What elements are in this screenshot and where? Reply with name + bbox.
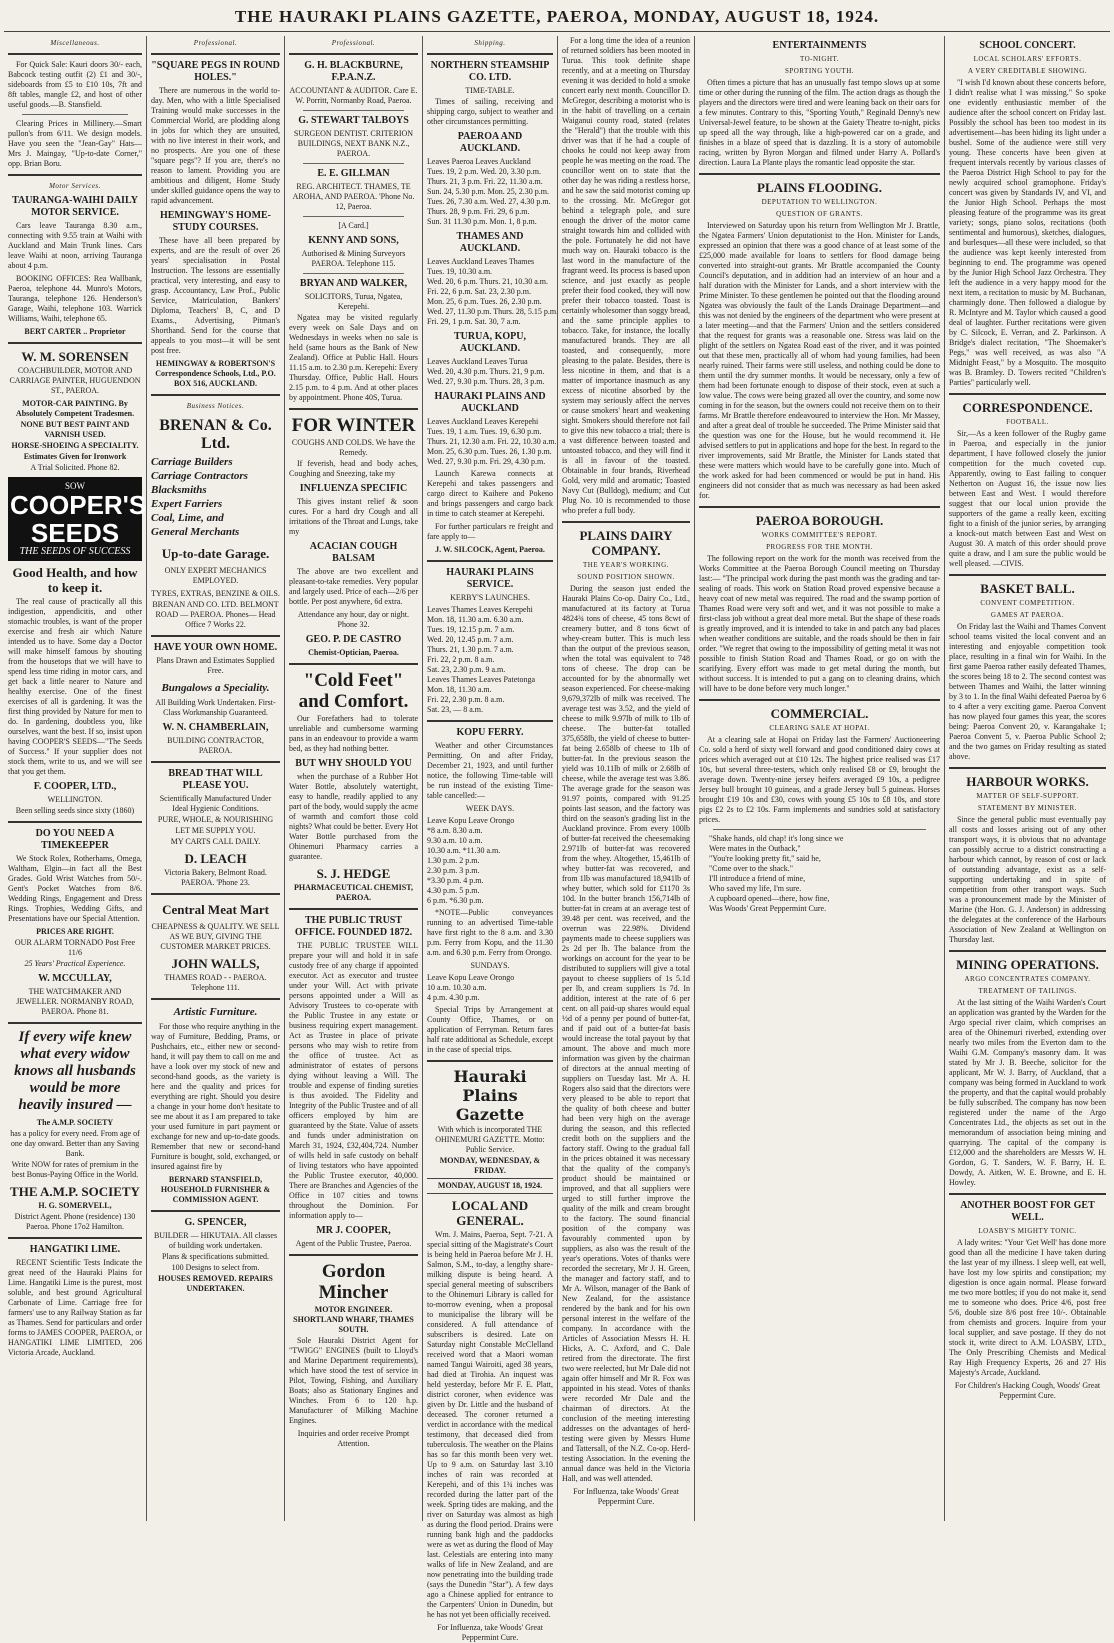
verse-line: Who saved my life, I'm sure. (709, 884, 802, 893)
kenny-sub: Authorised & Mining Surveyors PAEROA. Telephone 115. (301, 249, 406, 268)
verse-line: "Shake hands, old chap! it's long since we (709, 834, 844, 843)
alarm-tornado: OUR ALARM TORNADO Post Free 11/6 (14, 938, 136, 957)
hemingway-heading: HEMINGWAY'S HOME-STUDY COURSES. (159, 210, 272, 233)
verse-line: "You're looking pretty fit," said he, (709, 854, 821, 863)
hemingway-address: HEMINGWAY & ROBERTSON'S Correspondence Schools, Ltd., P.O. BOX 516, AUCKLAND. (155, 359, 276, 388)
brenan-heading: BRENAN & Co. Ltd. (159, 417, 272, 452)
school-sub: LOCAL SCHOLARS' EFFORTS. (973, 55, 1082, 63)
winter-body: If feverish, head and body aches, Coughing and Sneezing, take my (289, 459, 418, 478)
amp-society-heading: THE A.M.P. SOCIETY (10, 1184, 140, 1199)
section-label-business: Business Notices. (186, 402, 245, 410)
paeroa-auckland-table (427, 157, 553, 227)
divider (303, 163, 404, 164)
correspondence-heading: CORRESPONDENCE. (962, 400, 1093, 415)
hauraki-plains-table (427, 417, 557, 467)
amp-policy: has a policy for every need. From age of one day onward. Better than any Saving Bank. (10, 1129, 140, 1158)
timetable-row: Tues. 26, 7.30 a.m. Wed. 27, 4.30 p.m. (427, 197, 551, 206)
divider (151, 893, 280, 895)
let-me-line: LET ME SUPPLY YOU. (175, 826, 256, 835)
mining-heading: MINING OPERATIONS. (956, 957, 1099, 972)
boost-heading: ANOTHER BOOST FOR GET WELL. (960, 1200, 1095, 1223)
divider (8, 1237, 142, 1239)
times-note: Times of sailing, receiving and shipping cargo, subject to weather and other circumstances permitting. (427, 97, 553, 126)
brenan-service-item: Coal, Lime, and (151, 512, 224, 524)
harbour-sub: MATTER OF SELF-SUPPORT. (976, 792, 1079, 800)
cooper-agent-sub: Agent of the Public Trustee, Paeroa. (295, 1239, 412, 1248)
divider (303, 273, 404, 274)
trial-solicited: A Trial Solicited. Phone 82. (30, 463, 120, 472)
divider (949, 574, 1106, 576)
timetable-row: 10 a.m. 10.30 a.m. (427, 983, 487, 992)
school-sub2: A VERY CREDITABLE SHOWING. (968, 67, 1087, 75)
basket-sub2: GAMES AT PAEROA. (990, 611, 1065, 619)
clearing-sale-label: CLEARING SALE AT HOPAI. (769, 724, 870, 732)
gillman-name: E. E. GILLMAN (317, 168, 390, 179)
mincher-name: Gordon Mincher (318, 1261, 389, 1303)
timetable-row: 1.30 p.m. 2 p.m. (427, 856, 480, 865)
ferry-note: *NOTE—Public conveyances running to an advertised Time-table have first right to the 8 a.m. and 3.30 p.m. Ferry from Kopu, and the 11.30 a.m. and 6.30 p.m. Ferry from Orongo. (427, 908, 553, 957)
card-label: [A Card.] (338, 221, 369, 230)
artistic-body: For those who require anything in the way of Furniture, Bedding, Prams, or Pushchairs, etc., either new or second-hand, it will pay them to call on me and have a look over my stock of new and second-hand goods, as the variety is here and the quality and prices for everything are right. Should you desire a change in your home don't hesitate to see me about it as I am prepared to take your used furniture in part payment or exchange for new and up-to-date goods. Remember that new or second-hand Furniture is bought, sold, exchanged, or insured against fire by (151, 1022, 280, 1171)
sorensen-name: W. M. SORENSEN (21, 349, 129, 364)
timetable-row: Mon. 25, 6 p.m. Tues. 26, 2.30 p.m. (427, 297, 542, 306)
kopu-ferry-body: Weather and other Circumstances Permitting. On and after Friday, December 21, 1923, and until further notice, the following Time-table will be run instead of the existing Time-table cancelled:— (427, 741, 553, 800)
designs-line: 100 Designs to select from. (171, 1263, 260, 1272)
timetable-row: Leaves Thames Leaves Kerepehi (427, 605, 533, 614)
timetable-row: 2.30 p.m. 3 p.m. (427, 866, 480, 875)
timetable-row: Tues. 19, 2 p.m. Wed. 20, 3.30 p.m. (427, 167, 542, 176)
sporting-youth-label: SPORTING YOUTH. (784, 67, 855, 75)
trust-body: THE PUBLIC TRUSTEE WILL prepare your will and hold it in safe custody free of any charge if appointed executor. Act as executor and trustee under your Will. Act with private persons appointed under a Will as Advisory Trustees to co-operate with the Public Trustee in any estate or business requiring expert management. Act as Trustee in place of private persons who may wish to retire from the office of trustee. Act as administrator of estates of persons dying without leaving a Will. The trouble and expense of finding sureties is thus avoided. The Fidelity and Integrity of the Public Trustee and of all officers employed by him are guaranteed by the State. Value of assets and funds under administration on March 31, 1924, £32,404,724. Number of wills held in safe custody on behalf of living testators who have appointed the Public Trustee executor, 40,000. There are Branches and Agencies of the Office in 107 cities and towns throughout the Dominion. For information apply to— (289, 941, 418, 1220)
timetable-row: Tues. 19, 1 a.m. Tues. 19, 6.30 p.m. (427, 427, 542, 436)
carts-line: MY CARTS CALL DAILY. (170, 837, 261, 846)
karewa-note: Launch Karewa connects at Kerepehi and takes passengers and cargo direct to Kaihere and Pokeno and brings passengers and cargo back in time to catch steamer at Kerepehi. (427, 469, 553, 518)
flooding-sub: DEPUTATION TO WELLINGTON. (761, 198, 878, 206)
peppermint-verse (699, 834, 940, 914)
garage-heading: Up-to-date Garage. (161, 546, 270, 561)
dairy-sub: THE YEAR'S WORKING. (582, 561, 669, 569)
wife-widow-ad: If every wife knew what every widow knows all husbands would be more heavily insured — (14, 1029, 136, 1113)
castro-sub: Chemist-Optician, Paeroa. (308, 648, 399, 657)
castro-name: GEO. P. DE CASTRO (305, 634, 402, 645)
divider (427, 53, 553, 55)
timetable-row: Tues. 19, 10.30 a.m. (427, 267, 493, 276)
harbour-heading: HARBOUR WORKS. (966, 774, 1089, 789)
brenan-service-item: Blacksmiths (151, 484, 207, 496)
been-selling: Been selling seeds since sixty (1860) (15, 806, 135, 815)
mcullay-name: W. MCCULLAY, (38, 973, 112, 984)
timetable-label: TIME-TABLE. (465, 86, 515, 95)
timetable-row: Fri. 22, 6 p.m. Sat. 23, 2.30 p.m. (427, 287, 532, 296)
entertainments-heading: ENTERTAINMENTS (772, 40, 867, 51)
central-meat-sub: CHEAPNESS & QUALITY. WE SELL AS WE BUY, GIVING THE CUSTOMER MARKET PRICES. (151, 922, 280, 951)
timetable-row: Mon. 25, 6.30 p.m. Tues. 26, 1.30 p.m. (427, 447, 552, 456)
plans-line: Plans Drawn and Estimates Supplied Free. (156, 656, 275, 675)
loasby-body: A lady writes: "Your 'Get Well' has done more good than all the medicine I have taken during the last year of my illness. I sleep well, eat well, have lost my low spirits and constipation; my digestion is once again normal. Please forward me two more bottles; if you do not make it, send me to someone who does. Price 4/6, post free 5/6, double size 8/6 post free 10/-. Obtainable from chemists and grocers. Inquire from your local supplier, and save postage. If they do not stock it, write direct to A.M. LOASBY, LTD., The Only Prescribing Chemists and Medical Ray High Frequency Experts, 26 and 27 His Majesty's Arcade, Auckland. (949, 1238, 1106, 1377)
column-6 (694, 36, 944, 1521)
divider (427, 1060, 553, 1062)
timetable-row: 9.30 a.m. 10 a.m. (427, 836, 483, 845)
bungalows-heading: Bungalows a Speciality. (161, 682, 270, 694)
divider (8, 1022, 142, 1024)
mining-body: At the last sitting of the Waihi Warden's Court an application was granted by the Warden for the Argo special river claim, which comprises an area of the Ohinemuri riverbed, extending over nearly two miles from the Everton dam to the Waihi G.M. Company's masonry dam. It was stated by Mr J. B. Beeche, solicitor for the applicant, Mr W. J. Barry, of Auckland, that a company was being formed in Auckland to work the property, and that the capital would probably be fully subscribed. The company has now been registered under the name of the Argo Concentrates Ltd., the objects as set out in the memorandum of association being mining and quarrying. The capital of the company is £12,000 and the shareholders are Messrs W. H. Gordon, G. T. Sanders, W. F. Barry, H. E. Dowdy, A. Aitken, W. E. Browne, and E. H. Howley. (949, 998, 1106, 1187)
tonight-label: TO-NIGHT. (799, 55, 840, 63)
blackburne-sub: ACCOUNTANT & AUDITOR. Care E. W. Porritt, Normanby Road, Paeroa. (289, 86, 418, 105)
divider (151, 1210, 280, 1212)
mining-sub2: TREATMENT OF TAILINGS. (978, 987, 1077, 995)
prices-right: PRICES ARE RIGHT. (36, 927, 114, 936)
walls-sub: THAMES ROAD - - PAEROA. Telephone 111. (164, 973, 267, 992)
timekeeper-body: We Stock Rolex, Rotherhams, Omega, Waltham, Elgin—in fact all the Best Grades. Gold Wrist Watches from 50/-. Gent's Pocket Watches from 8/6. Wedding Rings, Engagement and Dress Rings. Trophies, Wedding Gifts, and Presentations have our Special Attention. (8, 854, 142, 923)
timetable-row: Wed. 27, 9.30 p.m. Thurs. 28, 3 p.m. (427, 377, 545, 386)
divider (289, 53, 418, 55)
cooper-agent-name: MR J. COOPER, (316, 1225, 391, 1236)
somervell-sub: District Agent. Phone (residence) 130 Paeroa. Phone 17o2 Hamilton. (14, 1212, 136, 1231)
verse-line: Were mates in the Outback," (709, 844, 801, 853)
timetable-row: Wed. 27, 11.30 p.m. Thurs. 28, 5.15 p.m. (427, 307, 559, 316)
brenan-services (151, 456, 280, 539)
square-pegs-body: There are numerous in the world to-day. Men, who with a little Specialised Training would make successes in the Commercial World, are plodding along in jobs for which they are unsuited, with no live interest in their work, and no prospects. Are you one of these "square pegs"? If you are, there's no reason to lament. Providing you are ambitious and diligent, Home Study under skilled guidance opens the way to rapid advancement. (151, 86, 280, 205)
timetable-row: Mon. 18, 11.30 a.m. (427, 685, 492, 694)
timetable-row: 4 p.m. 4.30 p.m. (427, 993, 480, 1002)
school-body: "I wish I'd known about these concerts before, I didn't realise what I was missing." So spoke one evidently enthusiastic member of the audience after the school concert on Friday last. Possibly the school has been too modest in its advertisement—has been hiding its light under a bushel. Some of the audience were still very young. These concerts have been given at frequent intervals recently by various classes of the Paeroa District High School to pay for the newly acquired school gramophone. Friday's concert was given by Standards IV, and VI, and the Junior High School. Perhaps the most pleasing feature of the programme was its great variety; songs, piano solos, recitations (both sentimental and humorous), sketches, dialogues, and burlesques—all these were included, so that the audience was kept keenly interested from beginning to end. The programme was opened by the Junior High School Jazz Orchestra. They left the audience in a very happy mood for the next item, a recitation to music by M. Buchanan, charmingly done. Then followed a dialogue by R. McIntyre and M. Taylor which caused a good deal of laughter. Further recitations were given by C. Silcock, E. Verran, and Z. Parkinson. A Bridge's dialect recitation, "The Shoemaker's Pegs," was well received, as was also "A Midnight Feast," by a Mosquito. The mosquito was B. Bramley. D. Towers recited "Children's Parties" particularly well. (949, 78, 1106, 387)
square-pegs-heading: "SQUARE PEGS IN ROUND HOLES." (151, 60, 280, 83)
divider (427, 720, 553, 722)
clearing-sale-body: At a clearing sale at Hopai on Friday last the Farmers' Auctioneering Co. sold a herd of sixty well forward and good conditioned dairy cows at prices which averaged out at £10 12s. The highest price realised was £17 10s, but several three-testers, which only realised £8 or £9, brought the average down. Twenty-nine jersey heifers averaged £9 10s, a pedigree Jersey bull brought 10 guineas, and a grade Jersey bull 5 guineas. Horses brought £19 10s and £30, cows with young £5 10s to £8 10s, and store pigs £2 2s to £2 10s. Farm implements and sundries sold at satisfactory prices. (699, 735, 940, 824)
sorensen-sub: COACHBUILDER, MOTOR AND CARRIAGE PAINTER, HUGUENDON ST., PAEROA. (9, 366, 141, 395)
influenza-specific: INFLUENZA SPECIFIC (299, 483, 408, 494)
timetable-row: Sat. 23, — 8 a.m. (427, 705, 483, 714)
winter-sub: COUGHS AND COLDS. We have the Remedy. (291, 438, 416, 457)
divider (8, 821, 142, 823)
own-home-heading: HAVE YOUR OWN HOME. (153, 642, 278, 653)
hemingway-body: These have all been prepared by experts, and are the result of over 26 years' specialisation in Postal Instruction. The lessons are essentially practical, very interesting, and easy to grasp. Accountancy, Law Prof., Public Service, Matriculation, Bankers' Diploma, Teachers' B, C, and D Exams., Advertising, Pitman's Shorthand. Send for the course that appeals to you most—it will be sent post free. (151, 236, 280, 355)
verse-line: "Come over to the shack." (709, 864, 794, 873)
artistic-heading: Artistic Furniture. (173, 1006, 258, 1018)
section-label-motor-services: Motor Services. (49, 182, 101, 190)
logo-sow: SOW (65, 481, 85, 491)
tauranga-service-body: Cars leave Tauranga 8.30 a.m., connecting with 9.55 train at Waihi with Auckland and Main Trunk lines. Cars leave Waihi at noon, arriving Tauranga about 4 p.m. (8, 221, 142, 270)
logo-coopers: COOPER'S SEEDS (10, 490, 147, 548)
experience: 25 Years' Practical Experience. (24, 959, 126, 968)
borough-heading: PAEROA BOROUGH. (755, 513, 884, 528)
kerby-launches: KERBY'S LAUNCHES. (450, 593, 530, 602)
motorcar-painting: MOTOR-CAR PAINTING. By Absolutely Competent Tradesmen. (15, 399, 135, 418)
timetable-row: Tues. 19, 12.15 p.m. 7 a.m. (427, 625, 515, 634)
school-concert-heading: SCHOOL CONCERT. (979, 40, 1076, 51)
plans-spec: Plans & specifications submitted. (161, 1252, 270, 1261)
timetable-row: Mon. 18, 11.30 a.m. 6.30 a.m. (427, 615, 524, 624)
influenza-note: For Influenza, take Woods' Great Peppermint Cure. (573, 1487, 679, 1506)
column-5 (557, 36, 694, 1521)
timetable-row: Thurs. 28, 9 p.m. Fri. 29, 6 p.m. (427, 207, 530, 216)
hedge-name: S. J. HEDGE (316, 866, 391, 881)
divider (303, 216, 404, 217)
spencer-sub: BUILDER — HIKUTAIA. All classes of building work undertaken. (153, 1231, 278, 1250)
scientific-line: Scientifically Manufactured Under Ideal Hygienic Conditions. (159, 794, 272, 813)
week-days-table (427, 816, 553, 906)
timetable-row: Thurs. 21, 12.30 a.m. Fri. 22, 10.30 a.m. (427, 437, 557, 446)
talboys-name: G. STEWART TALBOYS (298, 115, 409, 126)
bryan-body: Ngatea may be visited regularly every week on Sale Days and on Wednesdays in weeks when no sale is held (same hours as the Bank of New Zealand). Office at Public Hall. Hours 11.15 a.m. to 2.30 p.m. Kerepehi: Every Thursday. Office, Public Hall. Hours 2.15 p.m. to 4 p.m. And at other places by appointment. Phone 40S, Turua. (289, 313, 418, 402)
amp-write: Write NOW for rates of premium in the best Bonus-Paying Office in the World. (11, 1160, 139, 1179)
coopers-seeds-logo (8, 477, 147, 561)
kopu-ferry-heading: KOPU FERRY. (456, 727, 524, 738)
gazette-days: MONDAY, WEDNESDAY, & FRIDAY. (439, 1156, 541, 1175)
horse-shoeing: HORSE-SHOEING A SPECIALITY. (11, 441, 139, 450)
flooding-sub2: QUESTION OF GRANTS. (776, 210, 863, 218)
timetable-row: Fri. 22, 2.30 p.m. 8 a.m. (427, 695, 505, 704)
column-1 (4, 36, 146, 1521)
proprietor-line: BERT CARTER .. Proprietor (24, 327, 126, 336)
brenan-service-item: Expert Farriers (151, 498, 223, 510)
timetable-row: Wed. 20, 12.45 p.m. 7 a.m. (427, 635, 514, 644)
sundays-label: SUNDAYS. (470, 961, 510, 970)
hauraki-service-heading: HAURAKI PLAINS SERVICE. (446, 567, 534, 590)
divider (289, 908, 418, 910)
divider (151, 53, 280, 55)
section-label-professional: Professional. (331, 39, 376, 47)
timetable-row: 4.30 p.m. 5 p.m. (427, 886, 480, 895)
divider (289, 663, 418, 665)
blackburne-name: G. H. BLACKBURNE, F.P.A.N.Z. (304, 60, 403, 83)
timekeeper-heading: DO YOU NEED A TIMEKEEPER (35, 828, 115, 851)
basket-body: On Friday last the Waihi and Thames Convent school teams visited the local convent and an interesting and enjoyable competition took place, resulting in a final win for Waihi. In the first game Paeroa rather easily defeated Thames, the scores being 18 to 2. The second contest was between Thames and Waihi, the latter winning by 3 to 1. In the final Waihi defeated Paeroa by 6 to 4 after a very exciting game. Paeroa Convent has now played four games this year, the scores being: Paeroa Convent 20, v. Karangahake 1; Paeroa Convent 5, v. Paeroa Public School 2; and the two games on Friday resulting as stated above. (949, 622, 1106, 761)
divider (699, 173, 940, 175)
health-heading: Good Health, and how to keep it. (12, 565, 138, 595)
somervell-name: H. G. SOMERVELL, (38, 1201, 112, 1210)
paeroa-auckland-heading: PAEROA AND AUCKLAND. (457, 131, 523, 154)
bread-heading: BREAD THAT WILL PLEASE YOU. (168, 768, 263, 791)
turua-reunion-and-tobacco: For a long time the idea of a reunion of returned soldiers has been mooted in Turua. This took definite shape recently, and at a meeting on Thursday evening it was decided to hold a smoke concert early next month. Councillor D. McGregor, describing a motorist who is in the habit of travelling on a certain Waiganui county road, stated (relates the "Herald") that the trouble with this driver was that if he had a couple of chooks he could not keep away from people he was meeting on the road. The councillor went on to state that the other day he was riding a restless horse, and he saw the said motorist coming up to the crossing. Mr. McGregor got behind a telegraph pole, and sure enough the driver of the motor came straight towards him and collided with the pole. Fortunately he did not have much way on. Hauraki tobacco is the last word in the manufacture of the fragrant weed. Its process is based upon science, and just exactly as people prefer their food cooked, they will now prefer their tobacco toasted. Toast is certainly wholesomer than soggy bread, and the same principle applies to tobacco. Take, for instance, the locally manufactured brands. They are all toasted, and consequently, more pleasing to the palate. Besides, there is less nicotine in them, and that is a matter of importance inasmuch as any excess of nicotine absorbed by the system may seriously affect the nerves or cause smokers' heart and weakening sight. Smokers should therefore not fail to give this new tobacco a trial; there is a vast difference between toasted and untoasted tobacco, and they will find it is all in favour of the toasted. Obtainable in four brands, Riverhead Gold, very mild and aromatic; Toasted Navy Cut (Bulldog), medium; and Cut Plug No. 10 is recommended to those who prefer a full body. (562, 36, 690, 515)
best-paint: NONE BUT BEST PAINT AND VARNISH USED. (20, 420, 130, 439)
football-label: FOOTBALL. (1006, 418, 1049, 426)
timetable-row: Sun. 24, 5.30 p.m. Mon. 25, 2.30 p.m. (427, 187, 550, 196)
timetable-row: Leave Kopu Leave Orongo (427, 816, 515, 825)
thames-auckland-heading: THAMES AND AUCKLAND. (456, 231, 524, 254)
houses-removed: HOUSES REMOVED. REPAIRS UNDERTAKEN. (158, 1274, 273, 1293)
timetable-row: Wed. 27, 9.30 p.m. Fri. 29, 4.30 p.m. (427, 457, 546, 466)
timetable-row: Leaves Auckland Leaves Thames (427, 257, 535, 266)
why-heading: BUT WHY SHOULD YOU (295, 758, 412, 769)
loasby-label: LOASBY'S MIGHTY TONIC. (978, 1227, 1077, 1235)
tauranga-service-heading: TAURANGA-WAIHI DAILY MOTOR SERVICE. (12, 195, 138, 218)
masthead-rule (4, 31, 1110, 32)
winter-heading: FOR WINTER (291, 415, 416, 436)
verse-line: I'll introduce a friend of mine, (709, 874, 806, 883)
brenan-service-item: Carriage Contractors (151, 470, 248, 482)
amp-society-inline: The A.M.P. SOCIETY (36, 1118, 114, 1127)
silcock-agent: J. W. SILCOCK, Agent, Paeroa. (435, 545, 545, 554)
timetable-row: Fri. 29, 1 p.m. Sat. 30, 7 a.m. (427, 317, 521, 326)
timetable-row: Thurs. 21, 1.30 p.m. 7 a.m. (427, 645, 514, 654)
harbour-body: Since the general public must eventually pay all costs and losses arising out of any other transport ways, it is obvious that no advantage can possibly accrue to a district constructing a harbour which cannot, by reason of cost or lack of outstanding advantage, exist as a self-supporting undertaking and in spite of competition from other transport ways. Such was a pronouncement made by the Minister of Marine (the Hon. G. J. Anderson) in addressing the delegates at the conference of the Harbours Association of New Zealand at Wellington on Thursday last. (949, 815, 1106, 944)
borough-sub2: PROGRESS FOR THE MONTH. (766, 543, 873, 551)
timetable-row: 10.30 a.m. *11.30 a.m. (427, 846, 501, 855)
coughs-note: For Children's Hacking Cough, Woods' Great Peppermint Cure. (954, 1381, 1101, 1400)
turua-kopu-table (427, 357, 553, 387)
divider (8, 53, 142, 55)
cooper-ltd: F. COOPER, LTD., (33, 781, 117, 792)
why-body: when the purchase of a Rubber Hot Water Bottle, absolutely watertight, easy to handle, readily applied to any part of the body, would supply the acme of warmth and comfort those cold nights? What could be better. Every Hot Water Bottle purchased from the Ohinemuri Pharmacy carries a guarantee. (289, 772, 418, 861)
week-days-label: WEEK DAYS. (465, 804, 515, 813)
timetable-row: Thurs. 21, 3 p.m. Fri. 22, 11.30 a.m. (427, 177, 543, 186)
cold-feet-heading: "Cold Feet" and Comfort. (298, 670, 409, 712)
bryan-sub: SOLICITORS, Turua, Ngatea, Kerepehi. (304, 292, 403, 311)
mincher-body: Sole Hauraki District Agent for "TWIGG" ENGINES (built to Lloyd's and Marine Department requirements), which have stood the test of service in Pilot, Towing, Fishing, and Auxiliary Boats; also as Stationary Engines and Winches. From 6 to 120 h.p. Manufacturer of Milking Machine Engines. (289, 1336, 418, 1425)
section-label-shipping: Shipping. (474, 39, 506, 47)
divider (949, 393, 1106, 395)
commercial-heading: COMMERCIAL. (770, 706, 869, 721)
northern-heading: NORTHERN STEAMSHIP CO. LTD. (430, 60, 550, 83)
timetable-row: Leaves Auckland Leaves Kerepehi (427, 417, 539, 426)
divider (713, 829, 926, 830)
timetable-row: Sat. 23, 2.30 p.m. 9 a.m. (427, 665, 506, 674)
divider (8, 174, 142, 176)
logo-tagline: THE SEEDS OF SUCCESS (19, 546, 131, 557)
bryan-name: BRYAN AND WALKER, (299, 278, 408, 289)
basket-ball-heading: BASKET BALL. (980, 581, 1075, 596)
timetable-row: Wed. 20, 4.30 p.m. Thurs. 21, 9 p.m. (427, 367, 545, 376)
sundays-table (427, 973, 553, 1003)
harbour-sub2: STATEMENT BY MINISTER. (978, 804, 1077, 812)
basket-sub: CONVENT COMPETITION. (980, 599, 1075, 607)
borough-body: The following report on the work for the month was received from the Works Committee at the Paeroa Borough Council meeting on Thursday last:— "The principal work during the past month was the grading and tar-sealing of roads. This work on Station Road proved expensive because a heavy coat of new metal was required. The road and the swamp portion of Thames Road were very soft and wet, and it was not possible to make a first-class job without a great deal more metal. But the shape of these roads is greatly improved, and it is intended to take in and patch any bad places when weather conditions are suitable, and the roads should be then in fair order. "We regret that owing to the impossibility of getting metal it was not possible to finish Station Road and Thames Road, or go on with the scarifying. Every effort was made to get metal during the month, but without success. It is intended to put a gang on to cleaning drains, which will have to be done before very much longer." (699, 554, 940, 693)
divider (289, 408, 418, 410)
central-meat-heading: Central Meat Mart (162, 902, 269, 917)
spencer-name: G. SPENCER, (184, 1217, 247, 1228)
divider (699, 699, 940, 701)
gazette-sub: With which is incorporated THE OHINEMURI GAZETTE. Motto: Public Service. (435, 1125, 545, 1154)
cold-feet-body: Our Forefathers had to tolerate unreliable and cumbersome warming pans in an endeavour to provide a warm bed, as they had nothing better. (289, 714, 418, 753)
stansfield-name: BERNARD STANSFIELD, HOUSEHOLD FURNISHER & COMMISSION AGENT. (160, 1175, 271, 1204)
mcullay-sub: THE WATCHMAKER AND JEWELLER. NORMANBY ROAD, PAEROA. Phone 81. (16, 987, 134, 1016)
timetable-row: Leaves Auckland Leaves Turua (427, 357, 528, 366)
timetable-row: Sun. 31 11.30 p.m. Mon. 1, 8 p.m. (427, 217, 537, 226)
divider (949, 1193, 1106, 1195)
page-masthead: THE HAURAKI PLAINS GAZETTE, PAEROA, MONDAY, AUGUST 18, 1924. (234, 7, 880, 26)
attendance-line: Attendance any hour, day or night. Phone 32. (298, 610, 409, 629)
divider (22, 114, 128, 115)
further-particulars: For further particulars re freight and fare apply to— (427, 522, 553, 541)
tyres-line: TYRES, EXTRAS, BENZINE & OILS. (151, 589, 280, 598)
divider (151, 998, 280, 1000)
flooding-body: Interviewed on Saturday upon his return from Wellington Mr J. Brattle, the Ngatea Farmers' Union deputationist to the Hon. Minister for Lands, expressed an opinion that there was a good chance of at least some of the £25,000 made available for loans to settlers for flood damage being converted into straight-out grants. Mr Brattle accompanied the County Council's deputation, and in addition had an interview of an hour and a half duration with the Minister for Lands, and a short interview with the Prime Minister. To these gentlemen he pointed out that the flooding around Ngatea was obviously the fault of the Lands Drainage Department—and this was not denied by the engineers of the department who were present at a later meeting—and that the Farmers' Union and the settlers considered that the request for grants was a reasonable one. Stress was laid on the plight of the settlers on Ngatea Road east of the river, and it was pointed out that these men, practically all of whom had young families, had been nearly ruined. Their farms were still useless, and nothing could be done to them until the dry summer months. It would be necessary, only a few of them had been fortunate enough to dispose of their stock, even at such a low value. The cows were being grazed all over the country, and some now coming in for the season, but the owners could not receive them on to their farms. Mr Brattle therefore endeavoured to interview the Hon. Mr Massey, and after a great deal of trouble he succeeded. The Prime Minister said that the question was one for the House, but he would recommend it. He advised settlers to put in applications and hope for the best. In regard to the river improvements, said Mr Brattle, the Minister for Lands stated that these were matters which would have to be carefully gone into. Much of the work asked for had been commenced or would be put in hand. His engineers did not consider that as much was necessary as had been asked for. (699, 221, 940, 500)
timetable-row: 6 p.m. *6.30 p.m. (427, 896, 484, 905)
divider (8, 342, 142, 344)
thames-auckland-table (427, 257, 559, 327)
column-3 (284, 36, 422, 1521)
sporting-youth-body: Often times a picture that has an unusually fast tempo slows up at some time or other during the running of the film. The action drags as though the players and the directors were tired and were leaning back on their oars for a few minutes. Contrary to this, "Sporting Youth," Reginald Denny's new Universal-Jewel feature, to be shown at the Gaiety Theatre to-night, picks up speed all the way through, like a high-powered car on a grade, and finishes in a blaze of speed that is dazzling. It is a story of automobile racing, written by Byron Morgan and filmed under Harry A. Pollard's direction. Laura La Plante plays the romantic lead opposite the star. (699, 78, 940, 167)
chamberlain-name: W. N. CHAMBERLAIN, (162, 722, 269, 733)
walls-name: JOHN WALLS, (171, 956, 260, 971)
hedge-sub: PHARMACEUTICAL CHEMIST, PAEROA. (294, 883, 413, 902)
brenan-service-item: General Merchants (151, 526, 240, 538)
special-trips: Special Trips by Arrangement at County Office, Thames, or on application of Ferryman. Return fares half rate additional as Schedule, except in the case of special trips. (427, 1005, 553, 1054)
hauraki-plains-heading: HAURAKI PLAINS AND AUCKLAND (434, 391, 546, 414)
dairy-heading: PLAINS DAIRY COMPANY. (579, 528, 673, 558)
timetable-row: Wed. 20, 6 p.m. Thurs. 21, 10.30 a.m. (427, 277, 548, 286)
verse-line: Was Woods' Great Peppermint Cure. (709, 904, 827, 913)
divider (562, 521, 690, 523)
hangatiki-heading: HANGATIKI LIME. (29, 1244, 121, 1255)
leach-name: D. LEACH (184, 851, 247, 866)
local-general-body: Wm. J. Mains, Paeroa, Sept. 7-21. A special sitting of the Magistrate's Court is being held in Paeroa before Mr J. H. Salmon, S.M., to-day, a lengthy share-milking dispute is being heard. A special general meeting of subscribers to the Ohinemuri Library is called for to-morrow evening, when a proposal to municipalise the library will be considered. A full attendance of subscribers is desired. Late on Saturday night Constable McClelland received word that a Maori woman named Tangui Wairoiti, aged 38 years, had died at Tirohia. An inquest was held yesterday, before Mr F. E. Platt, district coroner, when evidence was given by Dr. Little and the husband of deceased. The coroner returned a verdict in accordance with the medical testimony, that deceased died from tuberculosis. The weather on the Plains has so far this month been very wet. Up to 9 a.m. on Saturday last 3.10 inches of rain was recorded at Kerepehi, and of this 1¾ inches was recorded during the latter part of the week. Spring tides are making, and the river on Saturday was almost as high as during the flood period. Drains were running bank high and the paddocks were as wet as during the flood of May last. Celestials are entering into many walks of life in New Zealand, and are now penetrating into the building trade (says the Dunedin "Star"). A few days ago a Chinese applied for entrance to the Carpenters' Union in Dunedin, but he has not yet been officially received. (427, 1230, 553, 1619)
gazette-date: MONDAY, AUGUST 18, 1924. (427, 1178, 553, 1194)
estimates: Estimates Given for Ironwork (23, 452, 127, 461)
divider (949, 767, 1106, 769)
influenza-sub: This gives instant relief & soon cures. For a hard dry Cough and all irritations of the Throat and Lungs, take my (289, 497, 418, 536)
turua-kopu-heading: TURUA, KOPU, AUCKLAND. (454, 331, 526, 354)
divider (151, 394, 280, 396)
mining-sub: ARGO CONCENTRATES COMPANY. (964, 975, 1091, 983)
brenan-service-item: Carriage Builders (151, 456, 233, 468)
pure-line: PURE, WHOLE, & NOURISHING (157, 815, 274, 824)
millinery-ad: Clearing Prices in Millinery.—Smart pullon's from 6/11. We design models. Have you seen the "Jean-Gay" Hats—Mrs J. Maingay, "Up-to-date Corner," opp. Brian Boru. (8, 119, 142, 168)
section-label-professional: Professional. (193, 39, 238, 47)
column-4 (422, 36, 559, 1642)
kerby-table (427, 605, 553, 715)
local-general-heading: LOCAL AND GENERAL. (451, 1198, 529, 1228)
column-7 (944, 36, 1110, 1521)
divider (427, 560, 553, 562)
wellington: WELLINGTON. (47, 795, 103, 804)
building-line: All Building Work Undertaken. First-Class Workmanship Guaranteed. (155, 698, 276, 717)
garage-sub: ONLY EXPERT MECHANICS EMPLOYED. (164, 566, 267, 585)
influenza-note: For Influenza, take Woods' Great Peppermint Cure. (437, 1623, 543, 1642)
leach-sub: Victoria Bakery, Belmont Road. PAEROA. 'Phone 23. (164, 868, 267, 887)
column-2 (146, 36, 284, 1521)
timetable-row: *8 a.m. 8.30 a.m. (427, 826, 483, 835)
divider (303, 110, 404, 111)
chamberlain-sub: BUILDING CONTRACTOR, PAEROA. (167, 736, 264, 755)
timetable-row: *3.30 p.m. 4 p.m. (427, 876, 484, 885)
timetable-row: Leaves Paeroa Leaves Auckland (427, 157, 531, 166)
dairy-sub2: SOUND POSITION SHOWN. (577, 573, 675, 581)
divider (949, 950, 1106, 952)
acacian-body: The above are two excellent and pleasant-to-take remedies. Very popular and largely used. Price of each—2/6 per bottle. Per post anywhere, 6d extra. (289, 567, 418, 606)
kenny-name: KENNY AND SONS, (308, 235, 399, 246)
divider (699, 506, 940, 508)
hangatiki-body: RECENT Scientific Tests Indicate the great need of the Hauraki Plains for Lime. Hangatiki Lime is the purest, most soluble, and best ground Agricultural Carbonate of Lime. Carriage free for farmers' use to any Railway Station as far as Thames. Send for particulars and order forms to JAMES COOPER, PAEROA, or HANGATIKI LIME LIMITED, 206 Victoria Arcade, Auckland. (8, 1258, 142, 1357)
talboys-sub: SURGEON DENTIST. CRITERION BUILDINGS, NEXT BANK N.Z., PAEROA. (293, 129, 414, 158)
gillman-sub: REG. ARCHITECT. THAMES, TE AROHA, AND PAEROA. 'Phone No. 12, Paeroa. (292, 182, 415, 211)
section-label-miscellaneous: Miscellaneous. (50, 39, 100, 47)
football-letter: Sir,—As a keen follower of the Rugby game in Paeroa, and especially in the junior department, I have followed closely the junior competition for the much coveted cup. Apparently, owing to East failing to conquer Netherton on August 16, the issue now lies between East and West. I would therefore suggest that our local union provide the supporters of the game a really keen, exciting fight to a finish of the junior series, by arranging a knock-out match between East and West on August 30. A match of this order should prove quite a draw, and I am sure the public would be well pleased. —CIVIS. (949, 429, 1106, 568)
trust-heading: THE PUBLIC TRUST OFFICE. FOUNDED 1872. (294, 915, 413, 938)
timetable-row: Leave Kopu Leave Orongo (427, 973, 515, 982)
timetable-row: Fri. 22, 2 p.m. 8 a.m. (427, 655, 495, 664)
divider (151, 761, 280, 763)
brenan-address: BRENAN AND CO. LTD. BELMONT ROAD — PAEROA. Phones— Head Office 7 Works 22. (152, 600, 279, 629)
verse-line: A cupboard opened—there, how fine, (709, 894, 830, 903)
acacian-balsam: ACACIAN COUGH BALSAM (309, 541, 398, 564)
timetable-row: Leaves Thames Leaves Patetonga (427, 675, 536, 684)
kauri-sale-ad: For Quick Sale: Kauri doors 30/- each, Babcock testing outfit (2) £1 and 30/-, sideboards from £5 to £10 10s, 7ft and 8ft tables, mangle £2, and host of other useful goods.—B. Stansfield. (8, 60, 142, 109)
mincher-sub: MOTOR ENGINEER. SHORTLAND WHARF, THAMES SOUTH. (293, 1305, 414, 1334)
inquiries-line: Inquiries and order receive Prompt Attention. (297, 1429, 410, 1448)
gazette-masthead: Hauraki Plains Gazette (453, 1067, 527, 1124)
borough-sub: WORKS COMMITTEE'S REPORT. (761, 531, 878, 539)
booking-offices: BOOKING OFFICES: Rea Wallbank, Paeroa, telephone 44. Munro's Motors, Tauranga, telephone 126. Henderson's Garage, Waihi, telephone 103. Warrick Williams, Waihi, telephone 65. (8, 274, 142, 323)
divider (289, 1254, 418, 1256)
flooding-heading: PLAINS FLOODING. (757, 180, 882, 195)
divider (151, 635, 280, 637)
health-body: The real cause of practically all this indigestion, appendicitis, and other stomachic troubles, is want of the proper exercise and fresh air which Nature intended us to have. Some day a Doctor will make himself famous by shouting from the housetops that we will have to spend less time riding in motor cars, and get back a little nearer to Nature and healthy exercise. One of the finest exercises of all is gardening. It was the first thing provided by Nature for men to do. In gardening, doubtless you, like ourselves, want the best. If so, insist upon having COOPER'S SEEDS—"The Seeds of Success." If your supplier does not stock them, write to us, and we will see that you get them. (8, 597, 142, 776)
dairy-body: During the season just ended the Hauraki Plains Co-op. Dairy Co., Ltd., manufactured at its factory at Turua 4824¾ tons of cheese, 45 tons 8cwt of creamery butter, and 8 tons 6cwt of whey-cream butter. This is much less than the output of the previous season, when the total was equivalent to 748 tons of cheese. The drop can be accounted for by the abnormally wet season experienced. For cheese-making 9,679,372lb of milk was received. The average test was 3.52, and the yield of cheese to milk 9.97lb of milk to 1lb of cheese. The butter-fat totalled 375,658lb, the yield of cheese to butter-fat being 2.658lb of cheese to 1lb of butter-fat. In the previous season the yield was 10.11lb of milk or 2.68lb of cheese, while the average test was 3.86. The average grade for the season was 91.97 points, compared with 91.25 points last season, and the factory was third on the season's grading list in the Auckland province. From every 100lb of butter-fat received the cheesemaking 2.971lb of butter-fat was recovered from the whey. Altogether, 15,461lb of whey butter-fat was recovered, and from 1lb was manufactured 18,941lb of whey butter, which sold for £1170 3s 10d. In the butter branch 156,714lb of butter-fat in cream at an average test of 39.48 per cent. was received, and the overrun was 22.98%. Dividend payments made to cheese suppliers was 2s 2d per lb. The balance from the workings on account for the year to be distributed to suppliers will give a total payout to cheese suppliers of 1s 5.1d per lb, and cream suppliers 1s 7d. In addition, interest at the rate of 6 per cent. on all paid-up shares would equal ½d of a penny per pound of butter-fat, and if paid out of a butter-fat basis would increase the total payout by that amount. The above and much more information was given by the chairman of directors at the annual meeting of suppliers on Tuesday last. Mr A. H. Rogers also said that the directors were very pleased to be able to report that the quality of both cheese and butter had been very high on the average during the season, and this reflected credit both on the suppliers and the factory staff. Owing to the gradual fall in the prices obtained it was necessary that the quality of the company's product should be maintained or improved, and that all suppliers were urged to still further improve the quality of the milk and cream brought to the factory. The sound financial position of the company was favourably commented upon by suppliers, as also was the result of the year's operations. Votes of thanks were recorded the secretary, Mr J. H. Green, the manager and factory staff, and to Mr A. Wilson, manager of the Bank of New Zealand, for the assistance rendered by the bank and for his own personal interest in the welfare of the company. In accordance with the Articles of Association Messrs H. H. Hicks, A. C. Axford, and C. Dale retired from the directorate. The first two were reelected, but Mr Dale did not again offer himself and Mr R. Fox was appointed in his stead. Votes of thanks were recorded Mr Dale and the chairman of directors. At the conclusion of the meeting interesting addresses on the advantages of herd-testing were given by Messrs Hume and Tattersall, of the N.Z. Co-op. Herd-testing Association. In the evening the annual dance was held in the Victoria Hall, and was well attended. (562, 584, 690, 1483)
